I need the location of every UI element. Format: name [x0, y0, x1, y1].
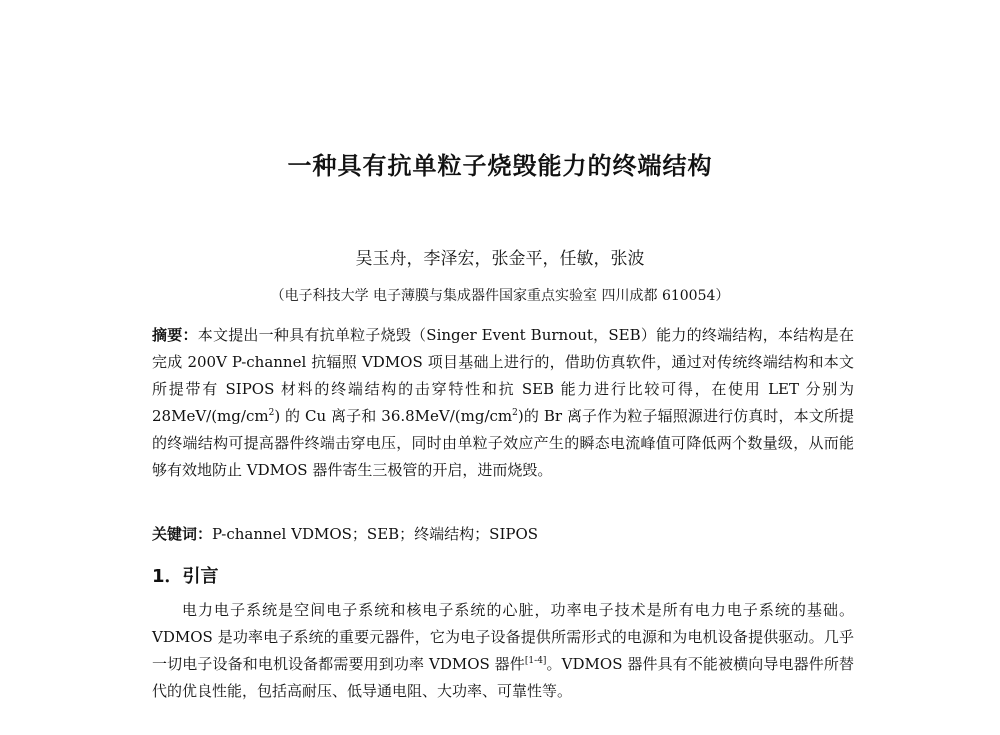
- keywords-text: P-channel VDMOS；SEB；终端结构；SIPOS: [212, 525, 539, 543]
- author-list: 吴玉舟，李泽宏，张金平，任敏，张波: [355, 249, 645, 269]
- abstract-superscript-2: 2: [512, 408, 518, 418]
- abstract-text-1: 本文提出一种具有抗单粒子烧毁（Singer Event Burnout，SEB）能力的终端结构，本结构是在完成 200V P-channel 抗辐照 VDMOS 项目基础上进行的，借助仿真软件，通过对传统终端结构和本文所提带有 SIPOS 材料的终端结构的击穿特性和抗 SEB 能力进行比较可得，在使用 LET 分别为 28MeV/(mg/cm: [152, 326, 854, 425]
- section-heading: 1．引言: [152, 566, 219, 587]
- abstract-label: 摘要：: [152, 326, 198, 344]
- affiliation: （电子科技大学 电子薄膜与集成器件国家重点实验室 四川成都 610054）: [270, 288, 730, 304]
- keywords: [152, 521, 854, 548]
- keywords-label: 关键词：: [152, 525, 213, 543]
- abstract-text-2: ) 的 Cu 离子和 36.8MeV/(mg/cm: [274, 407, 513, 425]
- intro-paragraph: [152, 597, 854, 705]
- citation: [1-4]: [524, 656, 547, 666]
- abstract-superscript-1: 2: [268, 408, 275, 418]
- paper-title: 一种具有抗单粒子烧毁能力的终端结构: [287, 152, 713, 180]
- abstract: [152, 322, 854, 484]
- abstract-text-3: )的 Br 离子作为粒子辐照源进行仿真时，本文所提的终端结构可提高器件终端击穿电压，同时由单粒子效应产生的瞬态电流峰值可降低两个数量级，从而能够有效地防止 VDMOS 器件寄生三极管的开启，进而烧毁。: [152, 407, 854, 479]
- intro-text-1: 电力电子系统是空间电子系统和核电子系统的心脏，功率电子技术是所有电力电子系统的基础。VDMOS 是功率电子系统的重要元器件，它为电子设备提供所需形式的电源和为电机设备提供驱动。几乎一切电子设备和电机设备都需要用到功率 VDMOS 器件: [152, 601, 854, 673]
- intro-text-2: 。VDMOS 器件具有不能被横向导电器件所替代的优良性能，包括高耐压、低导通电阻、大功率、可靠性等。: [152, 655, 854, 700]
